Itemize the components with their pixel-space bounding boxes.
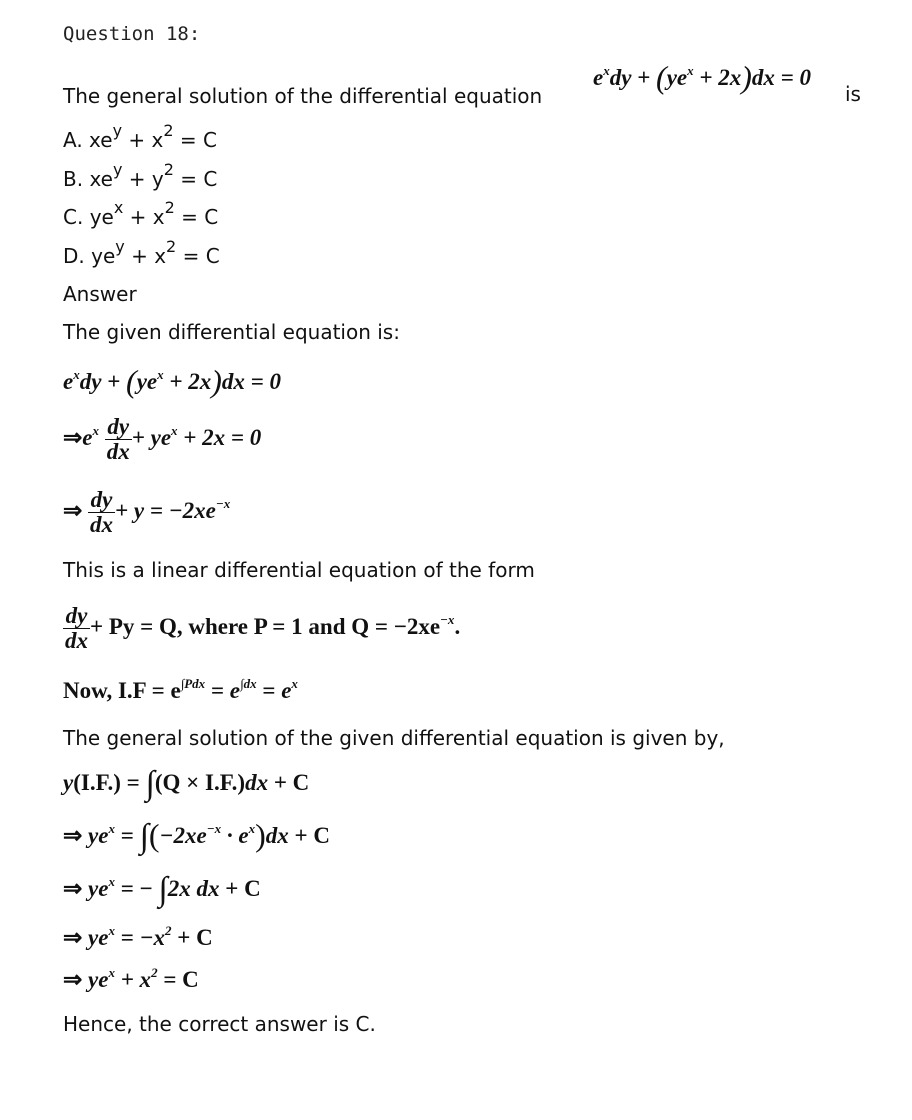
answer-heading: Answer [63,282,137,306]
option-d: D. $ye^y + x^2 = C$ [63,237,220,268]
math-solution-3: ⇒ $ye^x$ = − ∫2x dx + C [63,871,261,908]
question-prompt: The general solution of the differential equation [63,84,543,108]
math-step-1: $e^xdy + (ye^x + 2x)dx = 0$ [63,363,281,399]
linear-form-text: This is a linear differential equation of the form [63,558,535,582]
question-title: Question 18: [63,23,201,45]
math-linear-form: $\frac{dy}{dx}$ + Py = Q, where P = 1 and $Q = -2xe^{-x}$. [65,603,461,653]
general-solution-text: The general solution of the given differential equation is given by, [63,726,725,750]
math-step-2: $\Rightarrow e^x$ $\frac{dy}{dx}$ + $ye^x + 2x = 0$ [63,414,262,464]
math-solution-5: ⇒ $ye^x + x^2 = C$ [63,965,199,992]
question-equation: $e^xdy + (ye^x + 2x)dx = 0$ [593,59,811,95]
math-step-3: ⇒ $\frac{dy}{dx}$ + $y = -2xe^{-x}$ [63,487,231,537]
math-integrating-factor: Now, $I.F = e^{\int Pdx} = e^{\int dx} = e^x$ [63,676,298,703]
answer-intro: The given differential equation is: [63,320,400,344]
math-solution-4: ⇒ $ye^x = -x^2 + C$ [63,923,213,950]
conclusion-text: Hence, the correct answer is C. [63,1012,376,1036]
option-b: B. $xe^y + y^2 = C$ [63,160,218,191]
math-solution-1: y(I.F.) = ∫(Q × I.F.)dx + C [63,765,310,802]
option-a: A. $xe^y + x^2 = C$ [63,121,217,152]
option-c: C. $ye^x + x^2 = C$ [63,198,219,229]
math-solution-2: ⇒ $ye^x = \int(-2xe^{-x} \cdot e^x)dx + C$ [63,817,330,855]
question-is-word: is [845,82,861,106]
